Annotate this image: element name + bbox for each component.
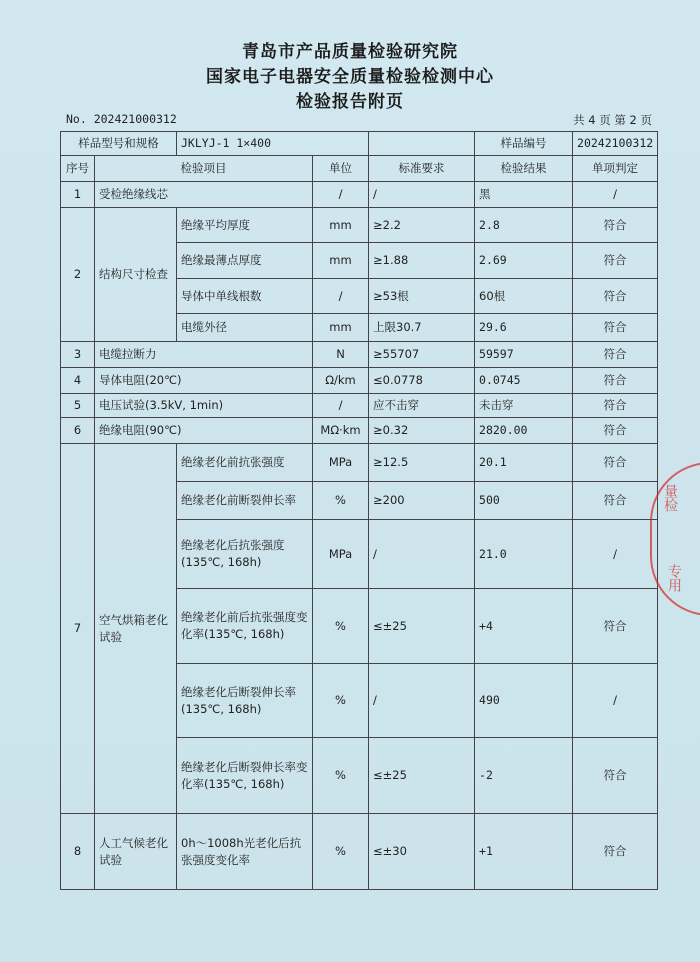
row-item: 绝缘老化后抗张强度(135℃, 168h) bbox=[177, 520, 313, 589]
row-group: 空气烘箱老化试验 bbox=[95, 444, 177, 814]
row-result: 21.0 bbox=[475, 520, 573, 589]
row-unit: N bbox=[313, 342, 369, 368]
row-unit: % bbox=[313, 664, 369, 738]
row-judge: / bbox=[573, 520, 658, 589]
row-unit: % bbox=[313, 482, 369, 520]
sample-model-label: 样品型号和规格 bbox=[61, 132, 177, 156]
row-unit: mm bbox=[313, 314, 369, 342]
row-unit: Ω/km bbox=[313, 368, 369, 394]
inspection-table bbox=[60, 131, 658, 890]
row-item: 绝缘老化后断裂伸长率(135℃, 168h) bbox=[177, 664, 313, 738]
row-seq: 6 bbox=[61, 418, 95, 444]
col-result: 检验结果 bbox=[475, 156, 573, 182]
row-item: 绝缘老化前后抗张强度变化率(135℃, 168h) bbox=[177, 589, 313, 664]
row-std: ≥0.32 bbox=[369, 418, 475, 444]
row-result: 黑 bbox=[475, 182, 573, 208]
col-seq: 序号 bbox=[61, 156, 95, 182]
row-unit: MPa bbox=[313, 444, 369, 482]
row-item: 电缆外径 bbox=[177, 314, 313, 342]
row-judge: 符合 bbox=[573, 814, 658, 890]
row-item: 绝缘平均厚度 bbox=[177, 208, 313, 243]
row-judge: 符合 bbox=[573, 394, 658, 418]
table-row bbox=[61, 444, 658, 482]
table-row bbox=[61, 342, 658, 368]
col-item: 检验项目 bbox=[95, 156, 313, 182]
institute-title: 青岛市产品质量检验研究院 bbox=[242, 42, 458, 62]
row-std: 应不击穿 bbox=[369, 394, 475, 418]
row-item: 导体中单线根数 bbox=[177, 279, 313, 314]
row-unit: % bbox=[313, 814, 369, 890]
row-std: / bbox=[369, 182, 475, 208]
sample-model-value: JKLYJ-1 1×400 bbox=[177, 132, 369, 156]
row-judge: / bbox=[573, 664, 658, 738]
row-item: 绝缘老化前断裂伸长率 bbox=[177, 482, 313, 520]
row-item: 绝缘老化后断裂伸长率变化率(135℃, 168h) bbox=[177, 738, 313, 814]
row-group: 结构尺寸检查 bbox=[95, 208, 177, 342]
row-std: ≤±25 bbox=[369, 589, 475, 664]
col-judge: 单项判定 bbox=[573, 156, 658, 182]
page-title: 检验报告附页 bbox=[296, 92, 404, 112]
row-group: 人工气候老化试验 bbox=[95, 814, 177, 890]
row-std: ≥200 bbox=[369, 482, 475, 520]
row-std: / bbox=[369, 664, 475, 738]
row-std: ≤±25 bbox=[369, 738, 475, 814]
row-item: 绝缘老化前抗张强度 bbox=[177, 444, 313, 482]
row-judge: / bbox=[573, 182, 658, 208]
row-result: -2 bbox=[475, 738, 573, 814]
row-unit: % bbox=[313, 589, 369, 664]
row-unit: / bbox=[313, 394, 369, 418]
header-row bbox=[61, 156, 658, 182]
row-item: 绝缘最薄点厚度 bbox=[177, 243, 313, 279]
row-std: ≥2.2 bbox=[369, 208, 475, 243]
row-std: ≥53根 bbox=[369, 279, 475, 314]
row-result: 29.6 bbox=[475, 314, 573, 342]
table-row bbox=[61, 182, 658, 208]
row-result: 2820.00 bbox=[475, 418, 573, 444]
row-result: +1 bbox=[475, 814, 573, 890]
row-result: 2.69 bbox=[475, 243, 573, 279]
row-result: 490 bbox=[475, 664, 573, 738]
row-result: 20.1 bbox=[475, 444, 573, 482]
row-std: / bbox=[369, 520, 475, 589]
row-unit: % bbox=[313, 738, 369, 814]
table-row bbox=[61, 368, 658, 394]
row-judge: 符合 bbox=[573, 589, 658, 664]
table-row bbox=[61, 208, 658, 243]
row-unit: MPa bbox=[313, 520, 369, 589]
page-indicator: 共 4 页 第 2 页 bbox=[573, 113, 652, 127]
row-std: ≥12.5 bbox=[369, 444, 475, 482]
stamp-text-top: 量检 bbox=[662, 484, 678, 512]
row-result: 2.8 bbox=[475, 208, 573, 243]
row-unit: mm bbox=[313, 208, 369, 243]
row-judge: 符合 bbox=[573, 208, 658, 243]
table-row bbox=[61, 814, 658, 890]
row-unit: MΩ·km bbox=[313, 418, 369, 444]
row-seq: 2 bbox=[61, 208, 95, 342]
row-unit: mm bbox=[313, 243, 369, 279]
row-result: 500 bbox=[475, 482, 573, 520]
row-seq: 3 bbox=[61, 342, 95, 368]
row-seq: 4 bbox=[61, 368, 95, 394]
stamp-text-bottom: 专用 bbox=[666, 564, 682, 592]
row-judge: 符合 bbox=[573, 279, 658, 314]
col-unit: 单位 bbox=[313, 156, 369, 182]
row-std: ≥55707 bbox=[369, 342, 475, 368]
row-result: 60根 bbox=[475, 279, 573, 314]
row-seq: 8 bbox=[61, 814, 95, 890]
row-judge: 符合 bbox=[573, 738, 658, 814]
row-std: 上限30.7 bbox=[369, 314, 475, 342]
table-row bbox=[61, 394, 658, 418]
row-seq: 1 bbox=[61, 182, 95, 208]
row-judge: 符合 bbox=[573, 314, 658, 342]
sample-row bbox=[61, 132, 658, 156]
row-judge: 符合 bbox=[573, 444, 658, 482]
row-std: ≤0.0778 bbox=[369, 368, 475, 394]
row-item: 绝缘电阻(90℃) bbox=[95, 418, 313, 444]
row-item: 电压试验(3.5kV, 1min) bbox=[95, 394, 313, 418]
row-item: 0h～1008h光老化后抗张强度变化率 bbox=[177, 814, 313, 890]
row-item: 电缆拉断力 bbox=[95, 342, 313, 368]
row-judge: 符合 bbox=[573, 482, 658, 520]
row-judge: 符合 bbox=[573, 243, 658, 279]
row-result: +4 bbox=[475, 589, 573, 664]
row-std: ≥1.88 bbox=[369, 243, 475, 279]
row-item: 导体电阻(20℃) bbox=[95, 368, 313, 394]
col-std: 标准要求 bbox=[369, 156, 475, 182]
row-judge: 符合 bbox=[573, 342, 658, 368]
row-seq: 7 bbox=[61, 444, 95, 814]
table-row bbox=[61, 418, 658, 444]
row-item: 受检绝缘线芯 bbox=[95, 182, 313, 208]
row-unit: / bbox=[313, 182, 369, 208]
row-seq: 5 bbox=[61, 394, 95, 418]
row-result: 未击穿 bbox=[475, 394, 573, 418]
row-std: ≤±30 bbox=[369, 814, 475, 890]
sample-number-label: 样品编号 bbox=[475, 132, 573, 156]
report-number: No. 202421000312 bbox=[66, 112, 177, 126]
sample-number-value: 20242100312 bbox=[573, 132, 658, 156]
row-judge: 符合 bbox=[573, 418, 658, 444]
center-title: 国家电子电器安全质量检验检测中心 bbox=[206, 67, 494, 87]
row-judge: 符合 bbox=[573, 368, 658, 394]
row-unit: / bbox=[313, 279, 369, 314]
row-result: 0.0745 bbox=[475, 368, 573, 394]
row-result: 59597 bbox=[475, 342, 573, 368]
